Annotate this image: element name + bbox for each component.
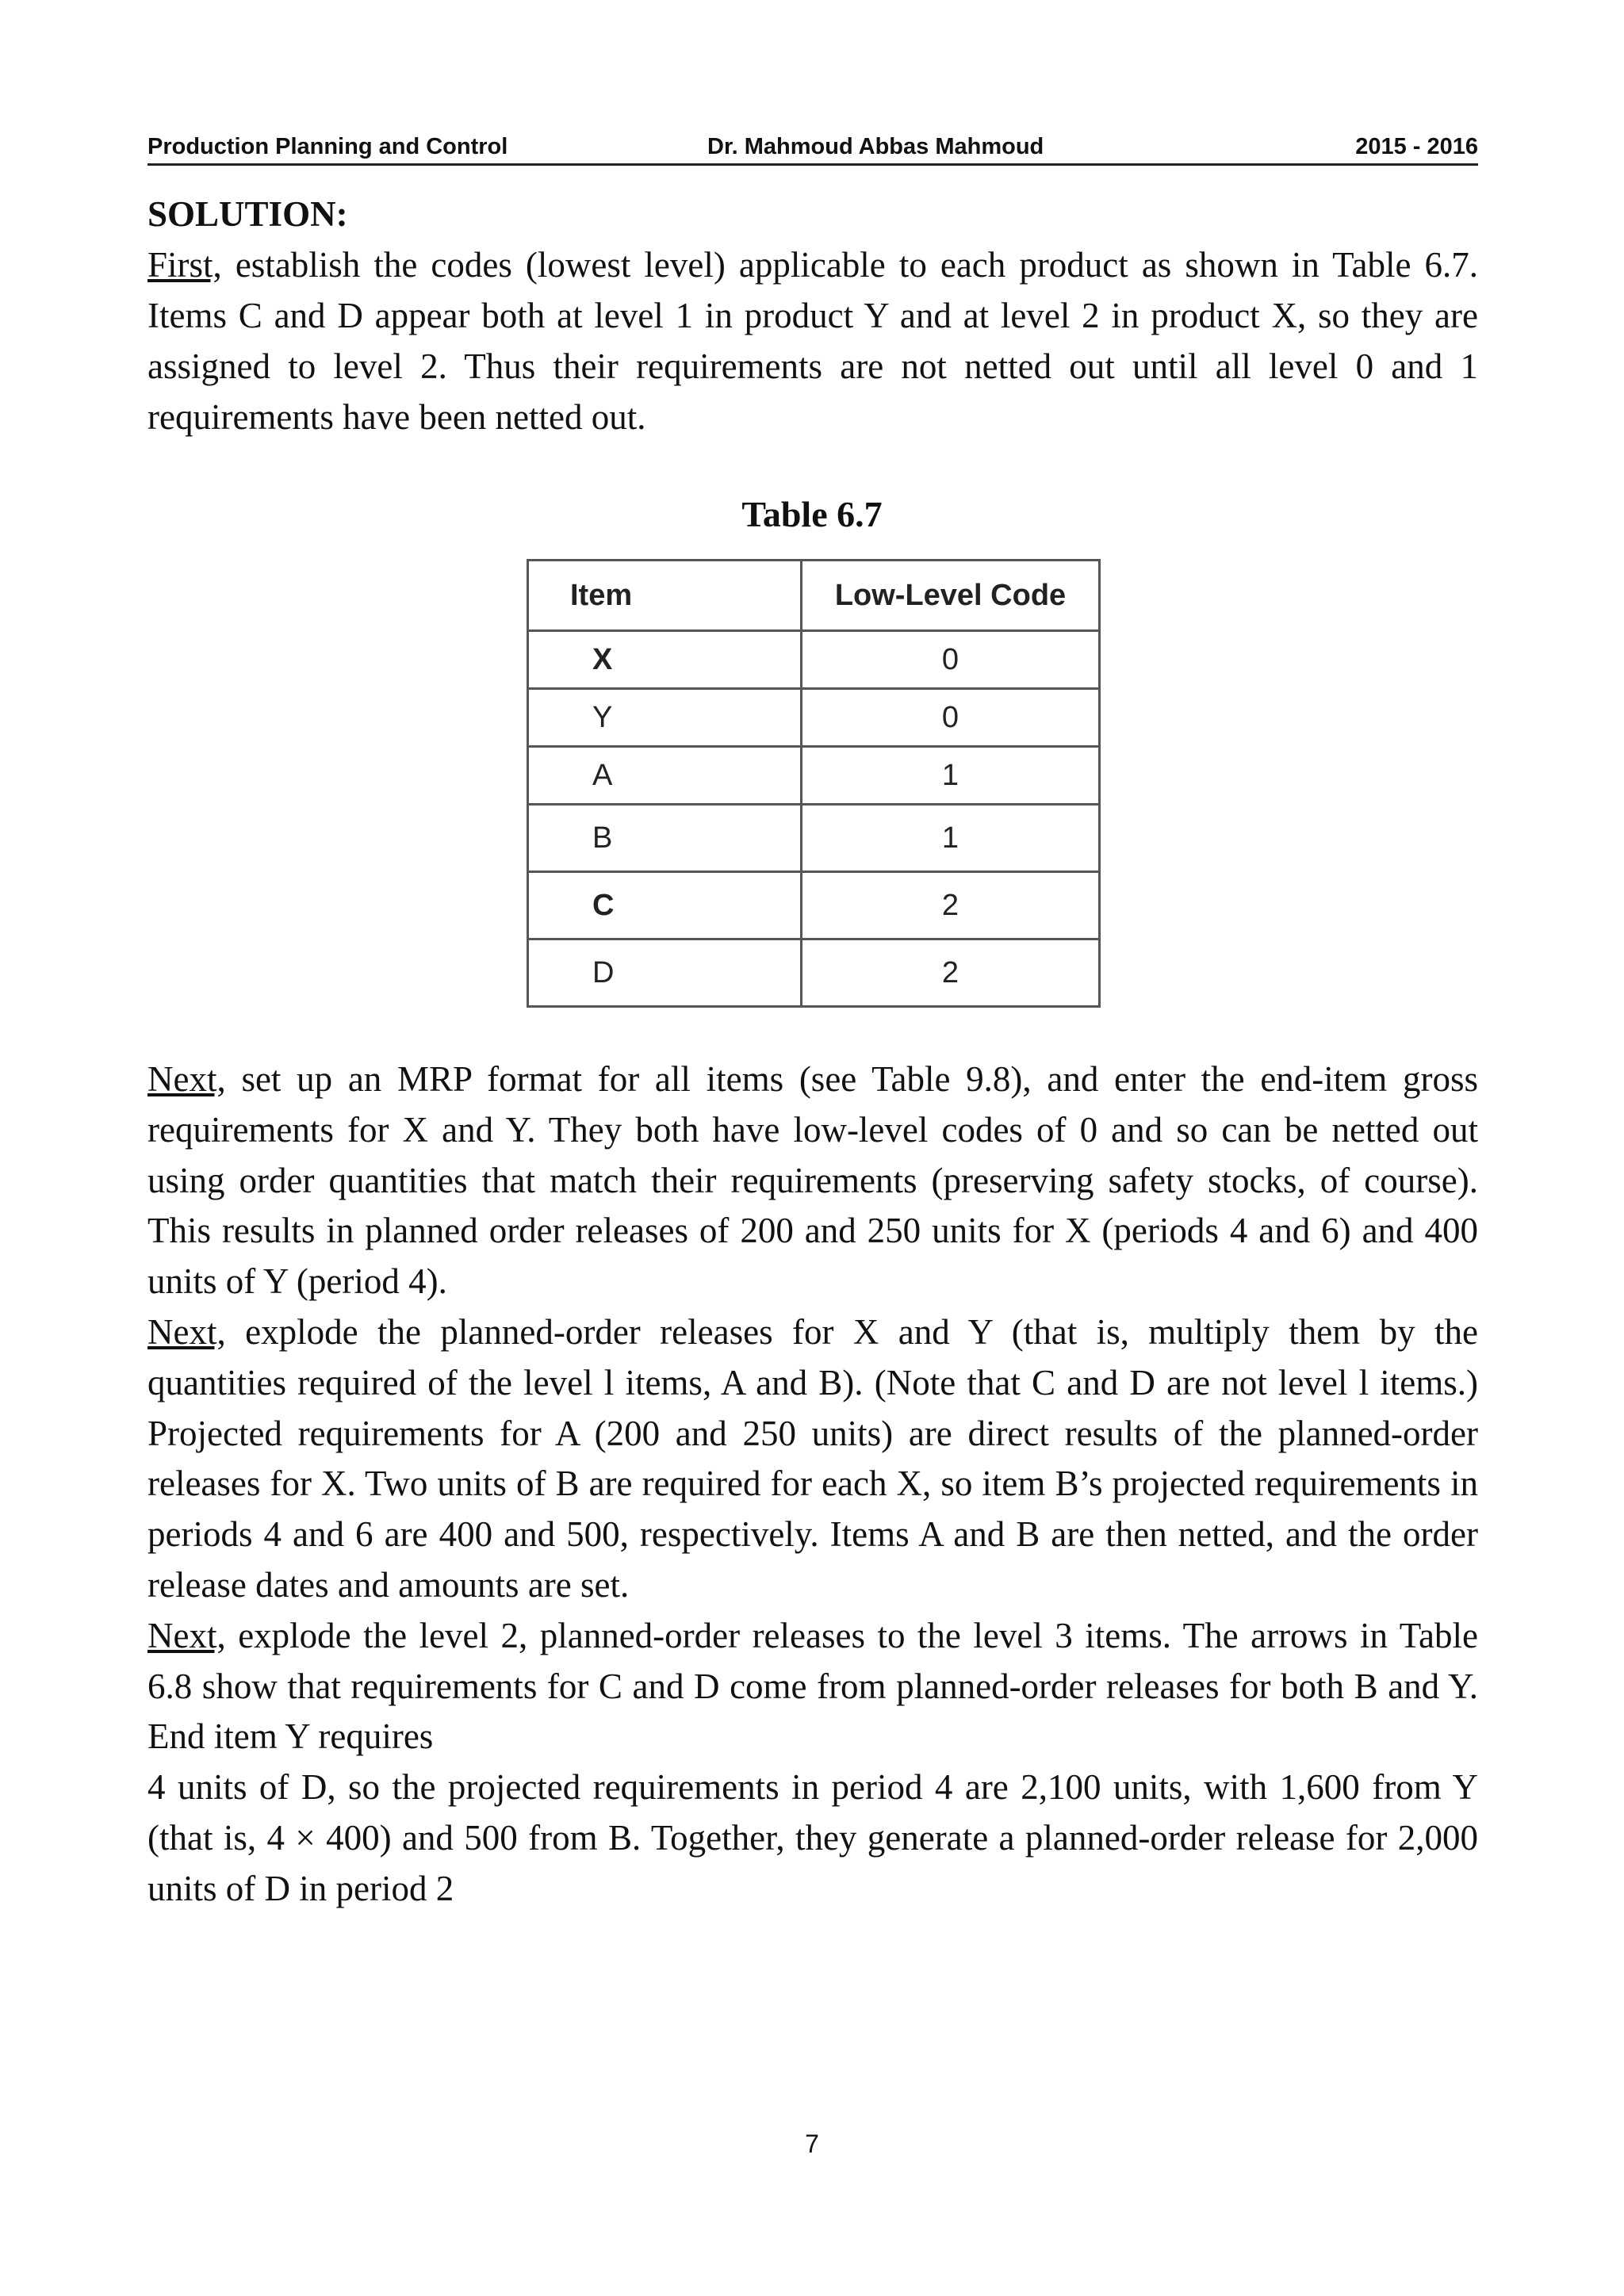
cell-code: 0	[802, 631, 1100, 689]
cell-code: 2	[802, 872, 1100, 939]
header-year: 2015 - 2016	[1355, 134, 1478, 159]
cell-code: 2	[802, 939, 1100, 1007]
paragraph-text: explode the planned-order releases for X and Y (that is, multiply them by the quantities required of the level l items, A and B). (Note that C and D are not level l items.) Projected requirements for A (200 and 250 units) are direct results of the planned-order releases for X. Two units of B are required for each X, so item B’s projected requirements in periods 4 and 6 are 400 and 500, respectively. Items A and B are then netted, and the order release dates and amounts are set.	[147, 1311, 1478, 1605]
table-row	[528, 805, 1100, 872]
table-title: Table 6.7	[741, 494, 883, 534]
page-header	[147, 132, 1478, 166]
explanation-section	[147, 1054, 1478, 1915]
paragraph-text: set up an MRP format for all items (see Table 9.8), and enter the end-item gross requirements for X and Y. They both have low-level codes of 0 and so can be netted out using order quantities that match their requirements (preserving safety stocks, of course). This results in planned order releases of 200 and 250 units for X (periods 4 and 6) and 400 units of Y (period 4).	[147, 1059, 1478, 1302]
cell-code: 1	[802, 747, 1100, 805]
paragraph-lead: Next,	[147, 1615, 226, 1655]
cell-code: 0	[802, 689, 1100, 747]
page-number: 7	[805, 2130, 819, 2158]
paragraph-text: explode the level 2, planned-order releases to the level 3 items. The arrows in Table 6.8 show that requirements for C and D come from planned-order releases for both B and Y. End item Y requires	[147, 1615, 1478, 1757]
paragraph-lead: Next,	[147, 1311, 226, 1352]
table-row	[528, 689, 1100, 747]
cell-item: C	[528, 872, 802, 939]
paragraph-text: establish the codes (lowest level) applicable to each product as shown in Table 6.7. Items C and D appear both at level 1 in product Y and at level 2 in product X, so they are assigned to level 2. Thus their requirements are not netted out until all level 0 and 1 requirements have been netted out.	[147, 245, 1478, 437]
cell-item: D	[528, 939, 802, 1007]
low-level-code-table	[527, 559, 1101, 1008]
table-row	[528, 631, 1100, 689]
intro-section	[147, 189, 1478, 442]
cell-item: B	[528, 805, 802, 872]
paragraph-mrp-format	[147, 1054, 1478, 1307]
paragraph-explode-level2	[147, 1611, 1478, 1762]
paragraph-first	[147, 239, 1478, 442]
column-header-item: Item	[528, 561, 802, 631]
paragraph-item-d: 4 units of D, so the projected requirements in period 4 are 2,100 units, with 1,600 from Y (that is, 4 × 400) and 500 from B. Together, they generate a planned-order release for 2,000 units of D in period 2	[147, 1767, 1478, 1908]
table-header-row	[528, 561, 1100, 631]
paragraph-explode-level1	[147, 1307, 1478, 1611]
cell-item: Y	[528, 689, 802, 747]
paragraph-lead: Next,	[147, 1059, 226, 1099]
paragraph-lead: First,	[147, 245, 222, 285]
solution-heading: SOLUTION:	[147, 194, 348, 234]
table-row	[528, 872, 1100, 939]
header-author: Dr. Mahmoud Abbas Mahmoud	[707, 134, 1044, 159]
table-row	[528, 747, 1100, 805]
column-header-low-level-code: Low-Level Code	[802, 561, 1100, 631]
cell-item: A	[528, 747, 802, 805]
header-course-title: Production Planning and Control	[147, 134, 508, 159]
cell-item: X	[528, 631, 802, 689]
cell-code: 1	[802, 805, 1100, 872]
table-row	[528, 939, 1100, 1007]
